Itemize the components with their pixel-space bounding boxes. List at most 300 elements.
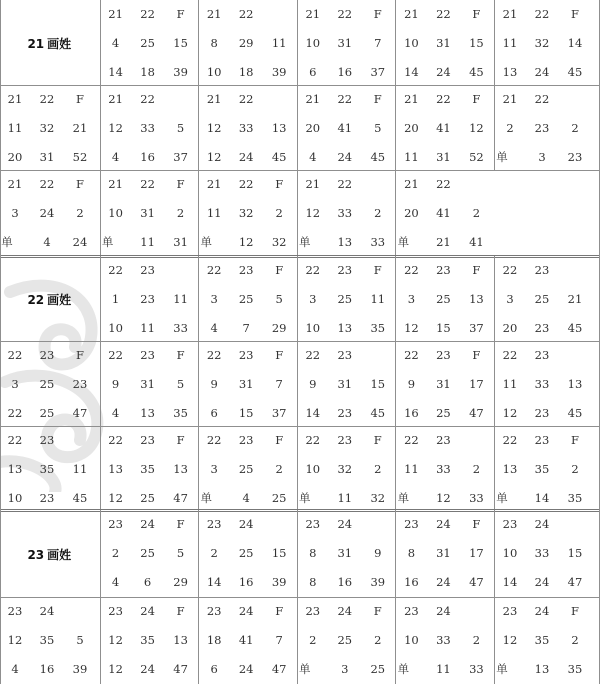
cell-value: 2 xyxy=(111,546,120,560)
cell-value: 24 xyxy=(140,517,155,531)
section-stroke-label: 画姓 xyxy=(47,36,72,51)
column-divider xyxy=(100,510,101,597)
column-divider xyxy=(198,256,199,341)
combo-cell xyxy=(0,341,99,426)
cell-value: 35 xyxy=(140,633,155,647)
cell-value: 17 xyxy=(469,546,484,560)
cell-value: 24 xyxy=(436,517,451,531)
cell-value: 16 xyxy=(404,406,419,420)
cell-value: 6 xyxy=(210,662,218,676)
cell-value: 21 xyxy=(305,7,321,21)
cell-value: F xyxy=(76,348,84,362)
cell-value: 20 xyxy=(404,121,419,135)
cell-value: F xyxy=(76,92,84,106)
cell-value: 3 xyxy=(210,462,218,476)
combo-cell xyxy=(298,256,397,341)
cell-value: F xyxy=(373,433,382,447)
cell-value: 21 xyxy=(206,177,222,191)
cell-value: 22 xyxy=(7,406,23,420)
cell-value: 23 xyxy=(238,263,254,277)
cell-value: 21 xyxy=(305,177,321,191)
cell-value: 单 xyxy=(397,662,410,676)
section-title xyxy=(0,291,99,308)
cell-value: 9 xyxy=(210,377,218,391)
cell-value: 23 xyxy=(108,517,123,531)
combo-cell xyxy=(298,426,397,510)
cell-value: 7 xyxy=(242,321,250,335)
cell-value: 22 xyxy=(206,348,222,362)
column-divider xyxy=(198,510,199,597)
cell-value: F xyxy=(275,433,284,447)
combo-cell xyxy=(0,170,99,256)
cell-value: 4 xyxy=(111,575,120,589)
cell-value: 23 xyxy=(140,348,155,362)
column-divider xyxy=(494,0,495,85)
column-divider xyxy=(100,341,101,426)
cell-value: 21 xyxy=(502,92,518,106)
cell-value: 12 xyxy=(206,150,222,164)
combo-cell xyxy=(101,597,200,684)
cell-value: 22 xyxy=(39,177,55,191)
column-divider xyxy=(297,597,298,684)
section-stroke-number: 21 xyxy=(27,36,45,51)
cell-value: 23 xyxy=(108,604,123,618)
cell-value: 20 xyxy=(502,321,518,335)
cell-value: 14 xyxy=(502,575,518,589)
cell-value: 8 xyxy=(407,546,416,560)
cell-value: 13 xyxy=(271,121,287,135)
cell-value: 23 xyxy=(140,263,155,277)
cell-value: 45 xyxy=(469,65,484,79)
cell-value: 单 xyxy=(397,235,410,249)
cell-value: 31 xyxy=(436,150,451,164)
combo-cell xyxy=(101,85,200,170)
cell-value: 47 xyxy=(173,662,188,676)
cell-value: 22 xyxy=(337,177,353,191)
cell-value: 20 xyxy=(7,150,23,164)
cell-value: 25 xyxy=(140,36,155,50)
cell-value: F xyxy=(275,263,284,277)
cell-value: 32 xyxy=(534,36,550,50)
cell-value: 13 xyxy=(173,633,188,647)
cell-value: 47 xyxy=(271,662,287,676)
cell-value: 17 xyxy=(469,377,484,391)
cell-value: 45 xyxy=(370,406,386,420)
cell-value: 7 xyxy=(374,36,382,50)
cell-value: 11 xyxy=(173,292,188,306)
cell-value: 31 xyxy=(436,377,451,391)
cell-value: 单 xyxy=(496,491,508,505)
cell-value: 45 xyxy=(370,150,386,164)
cell-value: 11 xyxy=(140,235,155,249)
cell-value: 22 xyxy=(238,92,254,106)
cell-value: 4 xyxy=(309,150,317,164)
cell-value: 18 xyxy=(140,65,155,79)
cell-value: 11 xyxy=(370,292,386,306)
cell-value: F xyxy=(472,7,481,21)
cell-value: 11 xyxy=(404,150,419,164)
cell-value: 24 xyxy=(238,662,254,676)
cell-value: 13 xyxy=(567,377,583,391)
cell-value: 12 xyxy=(108,662,123,676)
combo-cell xyxy=(199,341,298,426)
combo-cell xyxy=(396,85,495,170)
cell-value: 23 xyxy=(305,517,321,531)
cell-value: 25 xyxy=(39,406,55,420)
column-divider xyxy=(395,256,396,341)
cell-value: 10 xyxy=(404,633,419,647)
cell-value: 12 xyxy=(108,491,123,505)
cell-value: 22 xyxy=(140,177,155,191)
combo-cell xyxy=(298,341,397,426)
cell-value: 13 xyxy=(502,462,518,476)
column-divider xyxy=(100,0,101,85)
column-divider xyxy=(100,597,101,684)
cell-value: 22 xyxy=(436,7,451,21)
cell-value: 12 xyxy=(469,121,484,135)
column-divider xyxy=(395,426,396,510)
cell-value: 35 xyxy=(140,462,155,476)
cell-value: 52 xyxy=(72,150,88,164)
cell-value: 39 xyxy=(370,575,386,589)
cell-value: 23 xyxy=(534,263,550,277)
cell-value: 2 xyxy=(571,633,579,647)
cell-value: 25 xyxy=(271,491,287,505)
cell-value: 23 xyxy=(534,121,550,135)
cell-value: 25 xyxy=(370,662,386,676)
cell-value: 23 xyxy=(567,150,583,164)
cell-value: 单 xyxy=(200,491,212,505)
cell-value: 2 xyxy=(309,633,317,647)
cell-value: 2 xyxy=(374,633,382,647)
cell-value: 2 xyxy=(472,462,481,476)
cell-value: 22 xyxy=(404,348,419,362)
combo-cell xyxy=(396,170,495,256)
combo-cell xyxy=(199,170,298,256)
cell-value: 33 xyxy=(370,235,386,249)
column-divider xyxy=(494,597,495,684)
cell-value: 33 xyxy=(238,121,254,135)
cell-value: 10 xyxy=(206,65,222,79)
cell-value: 11 xyxy=(404,462,419,476)
cell-value: 21 xyxy=(7,177,23,191)
cell-value: 10 xyxy=(305,36,321,50)
cell-value: 2 xyxy=(176,206,185,220)
column-divider xyxy=(494,256,495,341)
column-divider xyxy=(100,170,101,256)
column-divider xyxy=(395,341,396,426)
cell-value: 2 xyxy=(472,206,481,220)
cell-value: 52 xyxy=(469,150,484,164)
cell-value: 3 xyxy=(538,150,546,164)
combo-cell xyxy=(396,597,495,684)
cell-value: 35 xyxy=(567,662,583,676)
cell-value: 15 xyxy=(436,321,451,335)
cell-value: 41 xyxy=(238,633,254,647)
combo-cell xyxy=(199,597,298,684)
cell-value: 22 xyxy=(305,348,321,362)
section-stroke-label: 画姓 xyxy=(47,292,72,307)
cell-value: 5 xyxy=(176,377,185,391)
cell-value: 22 xyxy=(337,7,353,21)
cell-value: 15 xyxy=(567,546,583,560)
cell-value: 22 xyxy=(238,177,254,191)
cell-value: F xyxy=(176,604,185,618)
cell-value: 23 xyxy=(337,406,353,420)
cell-value: 2 xyxy=(374,462,382,476)
cell-value: 11 xyxy=(337,491,353,505)
cell-value: 41 xyxy=(436,121,451,135)
cell-value: 3 xyxy=(506,292,514,306)
cell-value: 15 xyxy=(370,377,386,391)
cell-value: 21 xyxy=(404,177,419,191)
cell-value: 12 xyxy=(206,121,222,135)
cell-value: F xyxy=(472,517,481,531)
cell-value: F xyxy=(571,7,579,21)
cell-value: 11 xyxy=(502,36,518,50)
cell-value: 13 xyxy=(173,462,188,476)
cell-value: 22 xyxy=(7,348,23,362)
cell-value: 22 xyxy=(404,433,419,447)
cell-value: 31 xyxy=(238,377,254,391)
cell-value: 23 xyxy=(39,433,55,447)
cell-value: 3 xyxy=(210,292,218,306)
cell-value: 22 xyxy=(436,92,451,106)
combo-cell xyxy=(101,0,200,85)
cell-value: 7 xyxy=(275,377,283,391)
cell-value: 21 xyxy=(108,92,123,106)
cell-value: 21 xyxy=(502,7,518,21)
cell-value: 47 xyxy=(469,406,484,420)
cell-value: 3 xyxy=(11,377,19,391)
cell-value: 24 xyxy=(534,604,550,618)
cell-value: 24 xyxy=(39,206,55,220)
column-divider xyxy=(494,341,495,426)
cell-value: 4 xyxy=(43,235,51,249)
cell-value: 10 xyxy=(305,462,321,476)
cell-value: 2 xyxy=(275,206,283,220)
cell-value: 32 xyxy=(370,491,386,505)
cell-value: 24 xyxy=(238,517,254,531)
cell-value: 11 xyxy=(206,206,222,220)
cell-value: 25 xyxy=(39,377,55,391)
cell-value: 25 xyxy=(140,546,155,560)
cell-value: 35 xyxy=(39,633,55,647)
cell-value: 21 xyxy=(305,92,321,106)
cell-value: 18 xyxy=(206,633,222,647)
cell-value: F xyxy=(472,348,481,362)
cell-value: 47 xyxy=(173,491,188,505)
column-divider xyxy=(494,85,495,170)
column-divider xyxy=(395,597,396,684)
cell-value: 23 xyxy=(436,263,451,277)
cell-value: 2 xyxy=(374,206,382,220)
cell-value: 39 xyxy=(271,575,287,589)
cell-value: 21 xyxy=(206,7,222,21)
cell-value: 32 xyxy=(238,206,254,220)
cell-value: 32 xyxy=(271,235,287,249)
cell-value: 20 xyxy=(404,206,419,220)
combo-cell xyxy=(298,597,397,684)
cell-value: 15 xyxy=(469,36,484,50)
column-divider xyxy=(198,170,199,256)
cell-value: 2 xyxy=(76,206,84,220)
combo-cell xyxy=(495,256,594,341)
cell-value: 25 xyxy=(238,546,254,560)
combo-cell xyxy=(101,170,200,256)
cell-value: 31 xyxy=(436,36,451,50)
combo-cell xyxy=(298,85,397,170)
cell-value: 22 xyxy=(305,263,321,277)
cell-value: 23 xyxy=(206,517,222,531)
combo-cell xyxy=(396,426,495,510)
cell-value: 31 xyxy=(436,546,451,560)
combo-cell xyxy=(101,256,200,341)
cell-value: 15 xyxy=(173,36,188,50)
cell-value: 24 xyxy=(72,235,88,249)
combo-cell xyxy=(199,0,298,85)
cell-value: 24 xyxy=(436,65,451,79)
cell-value: 3 xyxy=(309,292,317,306)
cell-value: 13 xyxy=(534,662,550,676)
cell-value: 5 xyxy=(275,292,283,306)
cell-value: 22 xyxy=(305,433,321,447)
cell-value: 41 xyxy=(337,121,353,135)
cell-value: 23 xyxy=(238,348,254,362)
cell-value: 23 xyxy=(502,517,518,531)
cell-value: 23 xyxy=(337,348,353,362)
cell-value: 23 xyxy=(39,491,55,505)
cell-value: 29 xyxy=(238,36,254,50)
cell-value: 14 xyxy=(108,65,123,79)
cell-value: 12 xyxy=(108,633,123,647)
column-divider xyxy=(198,85,199,170)
cell-value: 22 xyxy=(7,433,23,447)
cell-value: 5 xyxy=(76,633,84,647)
cell-value: 单 xyxy=(299,662,311,676)
cell-value: 22 xyxy=(140,92,155,106)
cell-value: 35 xyxy=(173,406,188,420)
cell-value: 23 xyxy=(238,433,254,447)
cell-value: 12 xyxy=(502,406,518,420)
cell-value: 4 xyxy=(111,150,120,164)
cell-value: F xyxy=(176,348,185,362)
column-divider xyxy=(395,170,396,256)
cell-value: 22 xyxy=(502,263,518,277)
cell-value: F xyxy=(373,92,382,106)
cell-value: 20 xyxy=(305,121,321,135)
cell-value: 10 xyxy=(108,321,123,335)
cell-value: 25 xyxy=(337,633,353,647)
cell-value: 24 xyxy=(337,150,353,164)
cell-value: 12 xyxy=(404,321,419,335)
column-divider xyxy=(395,0,396,85)
cell-value: 单 xyxy=(299,491,311,505)
cell-value: 10 xyxy=(108,206,123,220)
cell-value: 16 xyxy=(238,575,254,589)
cell-value: 47 xyxy=(469,575,484,589)
cell-value: 29 xyxy=(173,575,188,589)
cell-value: 24 xyxy=(140,662,155,676)
cell-value: 22 xyxy=(206,433,222,447)
cell-value: 23 xyxy=(206,604,222,618)
cell-value: F xyxy=(176,7,185,21)
section-title xyxy=(0,546,99,563)
section-stroke-number: 23 xyxy=(27,547,45,562)
column-divider xyxy=(100,256,101,341)
cell-value: 25 xyxy=(436,292,451,306)
cell-value: 3 xyxy=(341,662,349,676)
cell-value: 13 xyxy=(469,292,484,306)
cell-value: 16 xyxy=(337,575,353,589)
cell-value: 22 xyxy=(108,348,123,362)
cell-value: 33 xyxy=(534,546,550,560)
cell-value: 13 xyxy=(502,65,518,79)
cell-value: 33 xyxy=(436,462,451,476)
cell-value: 24 xyxy=(238,604,254,618)
cell-value: 25 xyxy=(337,292,353,306)
section-title xyxy=(0,35,99,52)
column-divider xyxy=(297,426,298,510)
cell-value: 45 xyxy=(567,65,583,79)
cell-value: 24 xyxy=(436,604,451,618)
cell-value: 2 xyxy=(210,546,218,560)
cell-value: 37 xyxy=(271,406,287,420)
cell-value: 23 xyxy=(404,517,419,531)
column-divider xyxy=(198,426,199,510)
cell-value: 32 xyxy=(337,462,353,476)
cell-value: 4 xyxy=(11,662,19,676)
cell-value: 22 xyxy=(436,177,451,191)
cell-value: F xyxy=(176,517,185,531)
cell-value: 2 xyxy=(472,633,481,647)
cell-value: 24 xyxy=(337,604,353,618)
combo-cell xyxy=(396,510,495,597)
cell-value: 13 xyxy=(140,406,155,420)
cell-value: 23 xyxy=(534,433,550,447)
cell-value: 47 xyxy=(72,406,88,420)
cell-value: 45 xyxy=(72,491,88,505)
cell-value: 25 xyxy=(436,406,451,420)
cell-value: 单 xyxy=(200,235,212,249)
cell-value: 23 xyxy=(305,604,321,618)
cell-value: 14 xyxy=(534,491,550,505)
cell-value: 45 xyxy=(567,406,583,420)
combo-cell xyxy=(199,256,298,341)
cell-value: 21 xyxy=(567,292,583,306)
cell-value: 12 xyxy=(502,633,518,647)
cell-value: 23 xyxy=(140,292,155,306)
cell-value: 33 xyxy=(469,491,484,505)
cell-value: 13 xyxy=(108,462,123,476)
cell-value: 37 xyxy=(370,65,386,79)
cell-value: 25 xyxy=(140,491,155,505)
cell-value: 16 xyxy=(140,150,155,164)
cell-value: 21 xyxy=(436,235,451,249)
section-stroke-label: 画姓 xyxy=(47,547,72,562)
cell-value: 33 xyxy=(534,377,550,391)
cell-value: 23 xyxy=(72,377,88,391)
cell-value: 1 xyxy=(111,292,120,306)
cell-value: 4 xyxy=(210,321,218,335)
cell-value: 29 xyxy=(271,321,287,335)
cell-value: 16 xyxy=(337,65,353,79)
cell-value: 2 xyxy=(571,121,579,135)
cell-value: 4 xyxy=(111,406,120,420)
cell-value: F xyxy=(373,7,382,21)
cell-value: 6 xyxy=(210,406,218,420)
cell-value: 12 xyxy=(305,206,321,220)
